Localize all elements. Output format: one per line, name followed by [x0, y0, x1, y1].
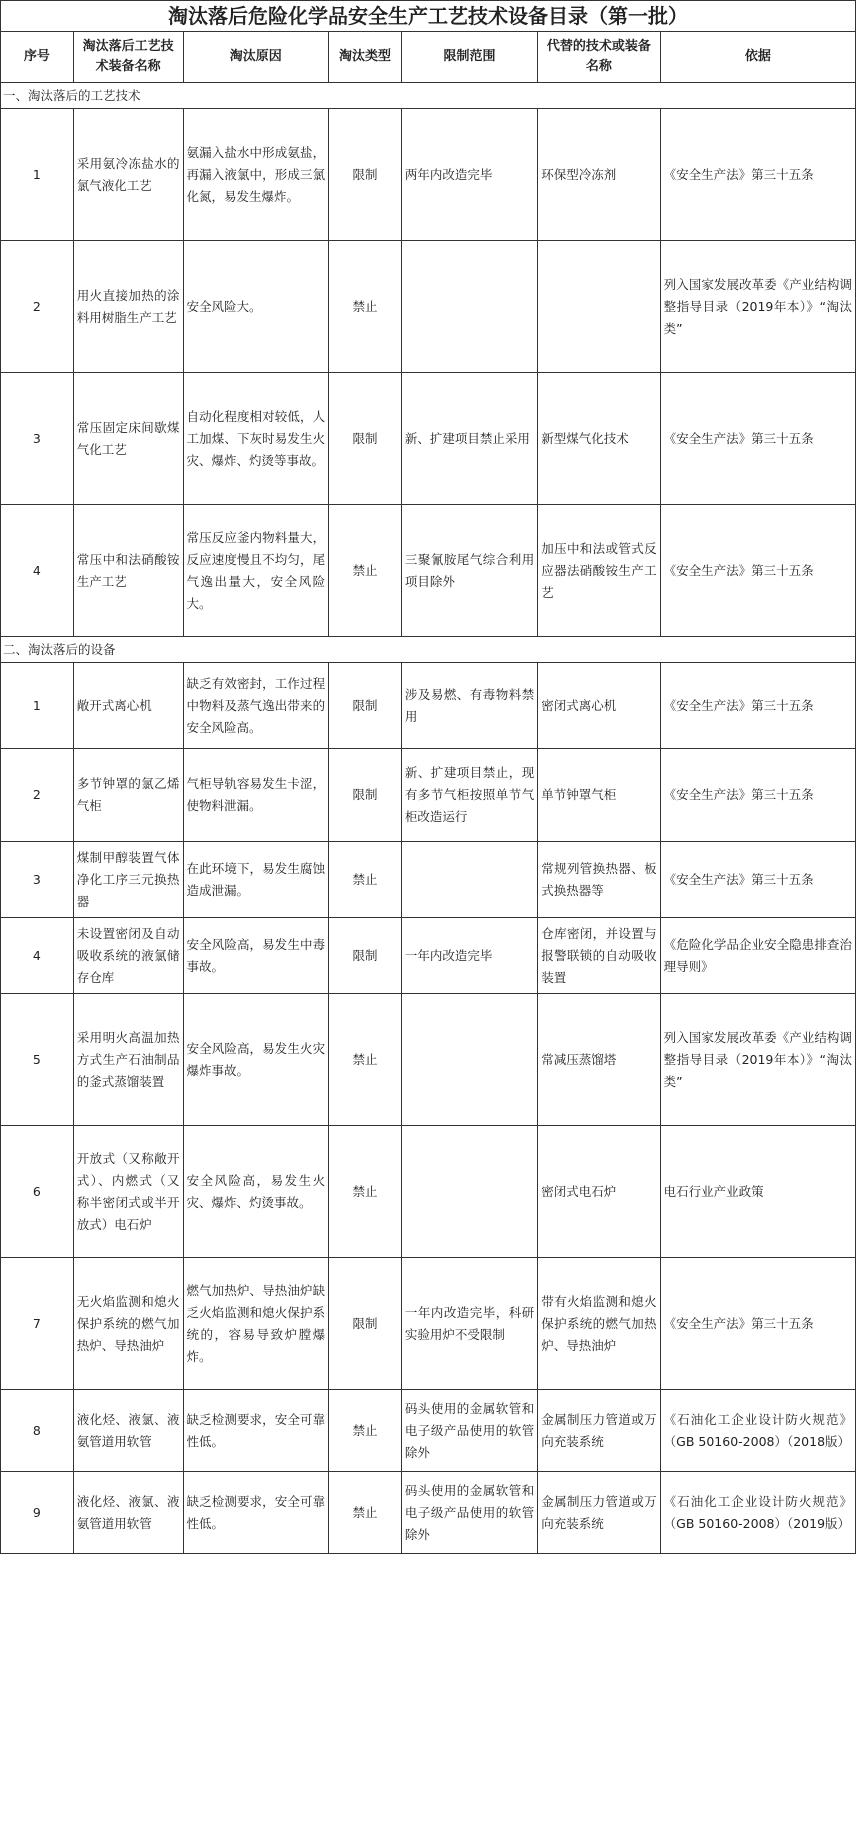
header-type: 淘汰类型	[329, 32, 402, 83]
header-alternative: 代替的技术或装备名称	[538, 32, 660, 83]
row-name: 未设置密闭及自动吸收系统的液氯储存仓库	[73, 918, 183, 994]
row-alternative: 常规列管换热器、板式换热器等	[538, 842, 660, 918]
row-reason: 安全风险高，易发生火灾、爆炸、灼烫事故。	[183, 1126, 329, 1258]
row-type: 限制	[329, 663, 402, 749]
row-reason: 安全风险高，易发生火灾爆炸事故。	[183, 994, 329, 1126]
table-row	[1, 749, 856, 842]
row-scope	[401, 1126, 537, 1258]
row-reason: 缺乏检测要求，安全可靠性低。	[183, 1472, 329, 1554]
row-alternative: 加压中和法或管式反应器法硝酸铵生产工艺	[538, 505, 660, 637]
row-number: 2	[1, 241, 74, 373]
row-number: 8	[1, 1390, 74, 1472]
table-row	[1, 373, 856, 505]
row-name: 开放式（又称敞开式）、内燃式（又称半密闭式或半开放式）电石炉	[73, 1126, 183, 1258]
row-basis: 《安全生产法》第三十五条	[660, 1258, 855, 1390]
row-scope	[401, 842, 537, 918]
header-name: 淘汰落后工艺技术装备名称	[73, 32, 183, 83]
row-scope	[401, 994, 537, 1126]
row-name: 液化烃、液氯、液氨管道用软管	[73, 1472, 183, 1554]
table-row	[1, 842, 856, 918]
row-type: 限制	[329, 109, 402, 241]
section-heading: 一、淘汰落后的工艺技术	[1, 83, 856, 109]
row-number: 4	[1, 505, 74, 637]
row-type: 禁止	[329, 1126, 402, 1258]
row-reason: 气柜导轨容易发生卡涩，使物料泄漏。	[183, 749, 329, 842]
row-number: 5	[1, 994, 74, 1126]
row-name: 煤制甲醇装置气体净化工序三元换热器	[73, 842, 183, 918]
header-reason: 淘汰原因	[183, 32, 329, 83]
row-scope	[401, 241, 537, 373]
row-basis: 《安全生产法》第三十五条	[660, 505, 855, 637]
row-number: 4	[1, 918, 74, 994]
row-scope: 新、扩建项目禁止，现有多节气柜按照单节气柜改造运行	[401, 749, 537, 842]
row-reason: 在此环境下，易发生腐蚀造成泄漏。	[183, 842, 329, 918]
row-basis: 《安全生产法》第三十五条	[660, 842, 855, 918]
row-basis: 《安全生产法》第三十五条	[660, 663, 855, 749]
row-alternative: 带有火焰监测和熄火保护系统的燃气加热炉、导热油炉	[538, 1258, 660, 1390]
row-basis: 《危险化学品企业安全隐患排查治理导则》	[660, 918, 855, 994]
row-alternative: 环保型冷冻剂	[538, 109, 660, 241]
header-basis: 依据	[660, 32, 855, 83]
row-type: 禁止	[329, 842, 402, 918]
row-basis: 列入国家发展改革委《产业结构调整指导目录（2019年本）》“淘汰类”	[660, 994, 855, 1126]
row-name: 多节钟罩的氯乙烯气柜	[73, 749, 183, 842]
row-reason: 缺乏检测要求，安全可靠性低。	[183, 1390, 329, 1472]
table-row	[1, 109, 856, 241]
row-alternative: 单节钟罩气柜	[538, 749, 660, 842]
row-alternative: 密闭式电石炉	[538, 1126, 660, 1258]
row-name: 无火焰监测和熄火保护系统的燃气加热炉、导热油炉	[73, 1258, 183, 1390]
row-reason: 安全风险高，易发生中毒事故。	[183, 918, 329, 994]
row-scope: 三聚氰胺尾气综合利用项目除外	[401, 505, 537, 637]
row-reason: 常压反应釜内物料量大，反应速度慢且不均匀，尾气逸出量大，安全风险大。	[183, 505, 329, 637]
row-basis: 《安全生产法》第三十五条	[660, 109, 855, 241]
row-name: 用火直接加热的涂料用树脂生产工艺	[73, 241, 183, 373]
table-row	[1, 918, 856, 994]
row-name: 敞开式离心机	[73, 663, 183, 749]
row-type: 禁止	[329, 1472, 402, 1554]
row-basis: 列入国家发展改革委《产业结构调整指导目录（2019年本）》“淘汰类”	[660, 241, 855, 373]
row-name: 液化烃、液氯、液氨管道用软管	[73, 1390, 183, 1472]
row-basis: 《安全生产法》第三十五条	[660, 749, 855, 842]
row-scope: 一年内改造完毕	[401, 918, 537, 994]
row-name: 采用明火高温加热方式生产石油制品的釜式蒸馏装置	[73, 994, 183, 1126]
row-type: 限制	[329, 1258, 402, 1390]
row-alternative: 金属制压力管道或万向充装系统	[538, 1472, 660, 1554]
row-alternative: 常减压蒸馏塔	[538, 994, 660, 1126]
row-number: 2	[1, 749, 74, 842]
header-scope: 限制范围	[401, 32, 537, 83]
row-alternative	[538, 241, 660, 373]
row-name: 采用氨冷冻盐水的氯气液化工艺	[73, 109, 183, 241]
row-number: 3	[1, 842, 74, 918]
row-alternative: 新型煤气化技术	[538, 373, 660, 505]
table-row	[1, 241, 856, 373]
row-alternative: 仓库密闭，并设置与报警联锁的自动吸收装置	[538, 918, 660, 994]
row-type: 禁止	[329, 994, 402, 1126]
row-basis: 《石油化工企业设计防火规范》（GB 50160-2008）（2018版）	[660, 1390, 855, 1472]
page-title: 淘汰落后危险化学品安全生产工艺技术设备目录（第一批）	[1, 1, 856, 32]
row-name: 常压固定床间歇煤气化工艺	[73, 373, 183, 505]
table-row	[1, 663, 856, 749]
table-row	[1, 1472, 856, 1554]
table-row	[1, 505, 856, 637]
row-alternative: 金属制压力管道或万向充装系统	[538, 1390, 660, 1472]
row-type: 限制	[329, 373, 402, 505]
row-type: 限制	[329, 918, 402, 994]
section-processes	[1, 83, 856, 109]
row-scope: 码头使用的金属软管和电子级产品使用的软管除外	[401, 1390, 537, 1472]
row-scope: 涉及易燃、有毒物料禁用	[401, 663, 537, 749]
row-reason: 自动化程度相对较低，人工加煤、下灰时易发生火灾、爆炸、灼烫等事故。	[183, 373, 329, 505]
row-number: 6	[1, 1126, 74, 1258]
table-row	[1, 1258, 856, 1390]
table-row	[1, 1126, 856, 1258]
row-number: 9	[1, 1472, 74, 1554]
row-type: 禁止	[329, 505, 402, 637]
header-no: 序号	[1, 32, 74, 83]
row-name: 常压中和法硝酸铵生产工艺	[73, 505, 183, 637]
row-scope: 两年内改造完毕	[401, 109, 537, 241]
row-number: 3	[1, 373, 74, 505]
row-basis: 电石行业产业政策	[660, 1126, 855, 1258]
section-heading: 二、淘汰落后的设备	[1, 637, 856, 663]
row-alternative: 密闭式离心机	[538, 663, 660, 749]
row-scope: 新、扩建项目禁止采用	[401, 373, 537, 505]
section-equipment	[1, 637, 856, 663]
table-row	[1, 994, 856, 1126]
row-type: 禁止	[329, 241, 402, 373]
row-number: 1	[1, 663, 74, 749]
row-basis: 《石油化工企业设计防火规范》（GB 50160-2008）（2019版）	[660, 1472, 855, 1554]
table-row	[1, 1390, 856, 1472]
row-scope: 一年内改造完毕，科研实验用炉不受限制	[401, 1258, 537, 1390]
row-reason: 燃气加热炉、导热油炉缺乏火焰监测和熄火保护系统的，容易导致炉膛爆炸。	[183, 1258, 329, 1390]
row-type: 限制	[329, 749, 402, 842]
row-reason: 安全风险大。	[183, 241, 329, 373]
row-reason: 氨漏入盐水中形成氨盐，再漏入液氯中，形成三氯化氮，易发生爆炸。	[183, 109, 329, 241]
row-number: 1	[1, 109, 74, 241]
row-basis: 《安全生产法》第三十五条	[660, 373, 855, 505]
row-scope: 码头使用的金属软管和电子级产品使用的软管除外	[401, 1472, 537, 1554]
row-type: 禁止	[329, 1390, 402, 1472]
row-reason: 缺乏有效密封，工作过程中物料及蒸气逸出带来的安全风险高。	[183, 663, 329, 749]
row-number: 7	[1, 1258, 74, 1390]
